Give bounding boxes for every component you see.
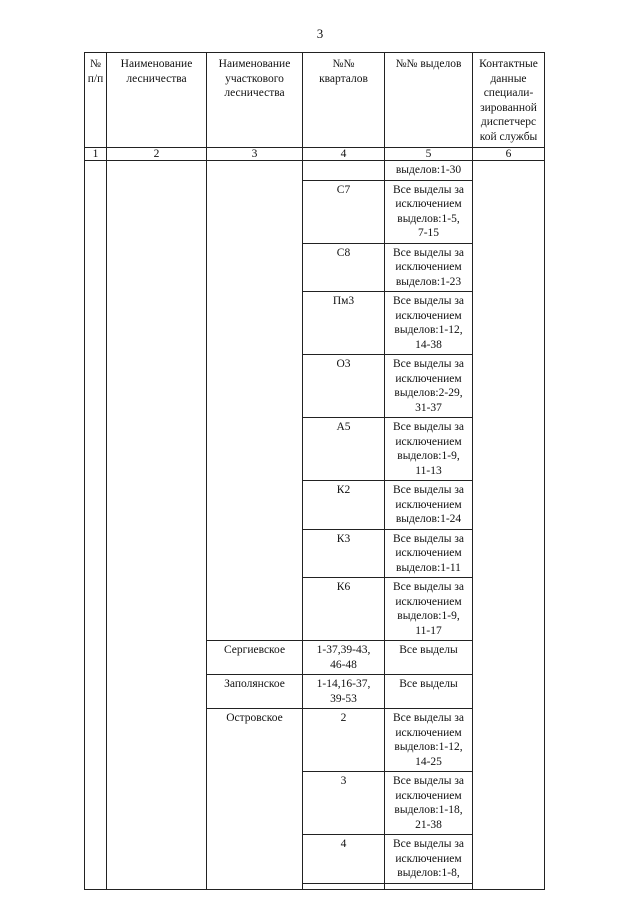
district-cell bbox=[207, 161, 303, 641]
sections-cell: Все выделы за исключением выделов:2-29, 31-37 bbox=[385, 355, 473, 418]
quarter-cell: К3 bbox=[303, 529, 385, 578]
forestry-table bbox=[84, 52, 545, 890]
header-forestry: Наименование лесничества bbox=[107, 53, 207, 148]
sections-cell: Все выделы за исключением выделов:1-12, 14-25 bbox=[385, 709, 473, 772]
quarter-cell: 3 bbox=[303, 772, 385, 835]
forestry-cell bbox=[107, 161, 207, 890]
quarter-cell: Пм3 bbox=[303, 292, 385, 355]
quarter-cell: 1-37,39-43, 46-48 bbox=[303, 641, 385, 675]
sections-cell: Все выделы за исключением выделов:1-24 bbox=[385, 481, 473, 530]
col-number: 4 bbox=[303, 148, 385, 161]
column-numbers-row bbox=[85, 148, 545, 161]
sections-cell: Все выделы за исключением выделов:1-11 bbox=[385, 529, 473, 578]
district-cell: Заполянское bbox=[207, 675, 303, 709]
quarter-cell: 2 bbox=[303, 709, 385, 772]
sections-cell: Все выделы за исключением выделов:1-9, 11-17 bbox=[385, 578, 473, 641]
col-number: 1 bbox=[85, 148, 107, 161]
col-number: 2 bbox=[107, 148, 207, 161]
district-cell: Сергиевское bbox=[207, 641, 303, 675]
sections-cell: выделов:1-30 bbox=[385, 161, 473, 181]
quarter-cell bbox=[303, 883, 385, 889]
sections-cell: Все выделы за исключением выделов:1-9, 11-13 bbox=[385, 418, 473, 481]
col-number: 5 bbox=[385, 148, 473, 161]
sections-cell: Все выделы за исключением выделов:1-5, 7-15 bbox=[385, 180, 473, 243]
table-header-row bbox=[85, 53, 545, 148]
quarter-cell: С7 bbox=[303, 180, 385, 243]
sections-cell: Все выделы за исключением выделов:1-18, 21-38 bbox=[385, 772, 473, 835]
table-row bbox=[85, 161, 545, 181]
header-quarters: №№ кварталов bbox=[303, 53, 385, 148]
sections-cell bbox=[385, 883, 473, 889]
district-cell: Островское bbox=[207, 709, 303, 890]
col-number: 3 bbox=[207, 148, 303, 161]
col-number: 6 bbox=[473, 148, 545, 161]
quarter-cell: С8 bbox=[303, 243, 385, 292]
sections-cell: Все выделы за исключением выделов:1-8, bbox=[385, 835, 473, 884]
sections-cell: Все выделы bbox=[385, 641, 473, 675]
sections-cell: Все выделы bbox=[385, 675, 473, 709]
contacts-cell bbox=[473, 161, 545, 890]
quarter-cell: 4 bbox=[303, 835, 385, 884]
quarter-cell: А5 bbox=[303, 418, 385, 481]
header-district-forestry: Наименование участкового лесничества bbox=[207, 53, 303, 148]
header-num: № п/п bbox=[85, 53, 107, 148]
header-contacts: Контактные данные специали- зированной диспетчерс кой службы bbox=[473, 53, 545, 148]
quarter-cell bbox=[303, 161, 385, 181]
quarter-cell: О3 bbox=[303, 355, 385, 418]
header-sections: №№ выделов bbox=[385, 53, 473, 148]
sections-cell: Все выделы за исключением выделов:1-12, 14-38 bbox=[385, 292, 473, 355]
sections-cell: Все выделы за исключением выделов:1-23 bbox=[385, 243, 473, 292]
quarter-cell: К6 bbox=[303, 578, 385, 641]
quarter-cell: К2 bbox=[303, 481, 385, 530]
num-cell bbox=[85, 161, 107, 890]
quarter-cell: 1-14,16-37, 39-53 bbox=[303, 675, 385, 709]
page-number: 3 bbox=[316, 26, 324, 41]
